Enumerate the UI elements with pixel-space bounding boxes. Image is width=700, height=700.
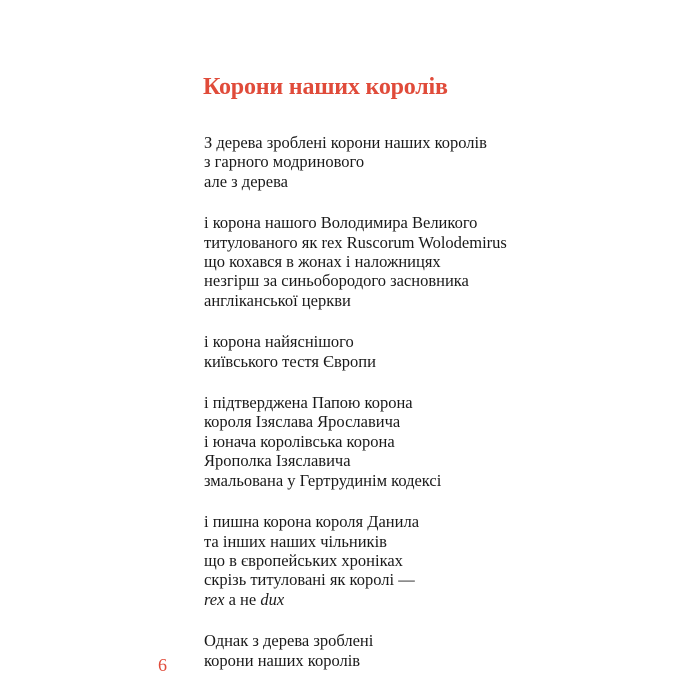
poem-line: та інших наших чільників [204, 531, 387, 551]
stanza-5 [204, 512, 684, 609]
poem-line: київського тестя Європи [204, 351, 376, 371]
poem-line: титулованого як rex Ruscorum Wolodemirus [204, 232, 507, 252]
poem-line: що кохався в жонах і наложницях [204, 252, 441, 272]
poem-line: і підтверджена Папою корона [204, 393, 413, 413]
poem-line: і пишна корона короля Данила [204, 512, 420, 532]
poem-line: З дерева зроблені корони наших королів [204, 133, 487, 152]
poem-line: англіканської церкви [204, 290, 351, 310]
poem-line: Однак з дерева зроблені [204, 631, 374, 651]
poem-line: що в європейських хроніках [204, 550, 403, 570]
poem-line: змальована у Гертрудинім кодексі [204, 470, 442, 490]
poem-line: і юнача королівська корона [204, 431, 395, 451]
poem-line: скрізь титуловані як королі — [204, 570, 415, 590]
line-middle-text: а не [224, 589, 261, 609]
stanza-1 [204, 133, 684, 191]
stanza-3 [204, 332, 684, 371]
poem-line: короля Ізяслава Ярославича [204, 412, 401, 432]
poem-title: Корони наших королів [203, 74, 448, 100]
stanza-4 [204, 393, 684, 490]
poem-line: і корона найяснішого [204, 332, 354, 352]
poem-line-latin [204, 590, 684, 609]
poem-line: незгірш за синьобородого засновника [204, 271, 469, 291]
poem-line: і корона нашого Володимира Великого [204, 213, 478, 233]
italic-word-dux: dux [260, 589, 285, 609]
page-number: 6 [158, 655, 167, 675]
poem-line: але з дерева [204, 171, 288, 191]
poem-line: з гарного модринового [204, 152, 365, 172]
poem-body [204, 133, 684, 692]
stanza-6 [204, 631, 684, 670]
poem-line: корони наших королів [204, 650, 361, 670]
poem-line: Ярополка Ізяславича [204, 451, 351, 471]
stanza-2 [204, 213, 684, 310]
italic-word-rex: rex [204, 589, 225, 609]
